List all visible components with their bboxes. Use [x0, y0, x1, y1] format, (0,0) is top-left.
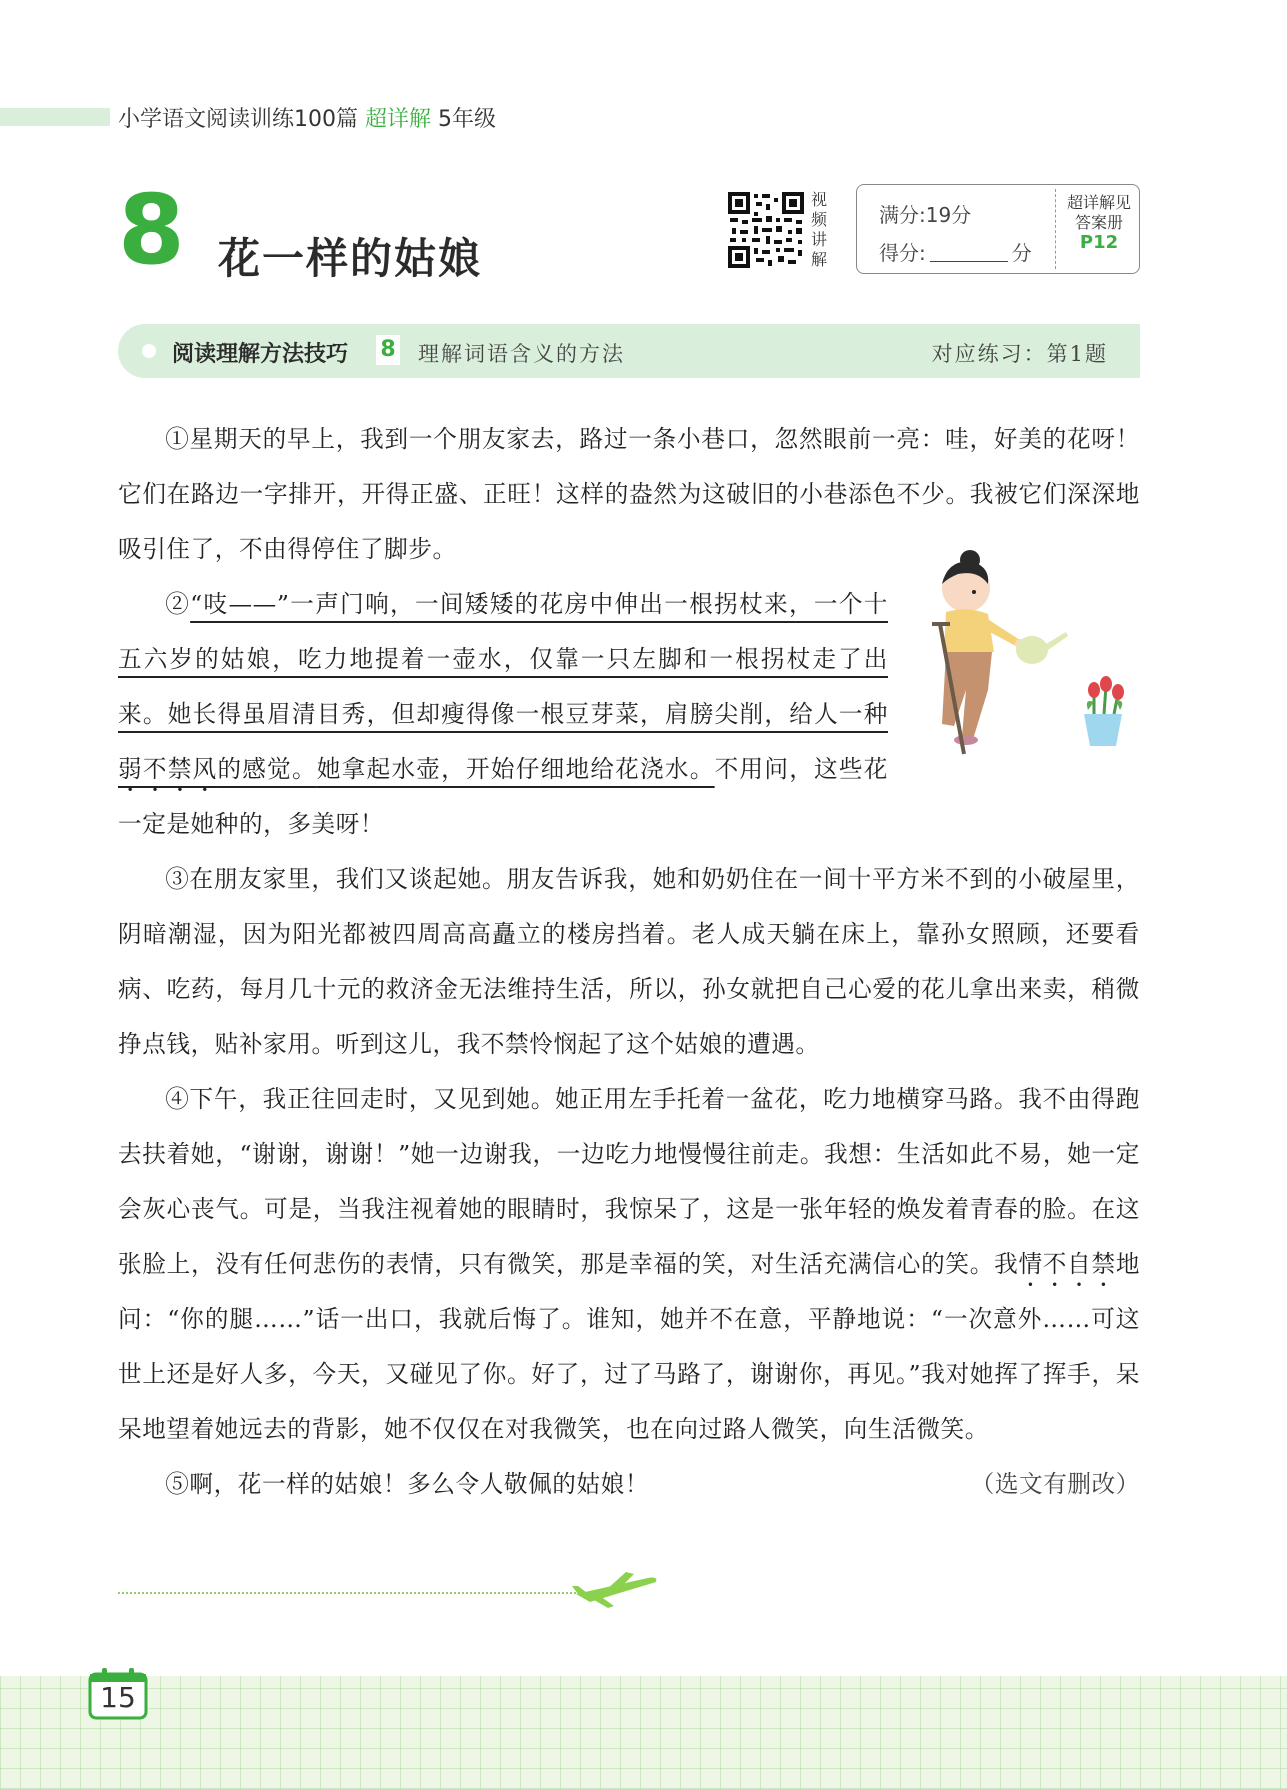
- section-divider: [118, 1592, 588, 1594]
- book-tag: 超详解: [365, 107, 432, 132]
- footer-grid-band: [0, 1676, 1287, 1789]
- full-score: 满分:19分: [879, 203, 972, 227]
- score-box: [856, 184, 1140, 274]
- score-unit: 分: [1011, 241, 1032, 265]
- grade-label: 5年级: [438, 107, 497, 132]
- answer-reference: [1061, 193, 1137, 253]
- method-tip-bar: [118, 324, 1140, 378]
- paragraph-5: [118, 1457, 1140, 1512]
- qr-code-icon[interactable]: [726, 190, 806, 270]
- answer-hint: 超详解见: [1066, 193, 1131, 212]
- page-number: 15: [100, 1681, 136, 1714]
- lesson-title: 花一样的姑娘: [218, 234, 483, 283]
- underlined-text-2: 的感觉。: [217, 755, 317, 783]
- paragraph-5-text: ⑤啊，花一样的姑娘！多么令人敬佩的姑娘！: [165, 1470, 650, 1498]
- paragraph-4-text-1: ④下午，我正往回走时，又见到她。她正用左手托着一盆花，吃力地横穿马路。我不由得跑去扶着她，“谢谢，谢谢！”她一边谢我，一边吃力地慢慢往前走。我想：生活如此不易，她一定会灰心丧气。可是，当我注视着她的眼睛时，我惊呆了，这是一张年轻的焕发着青春的脸。在这张脸上，没有任何悲伤的表情，只有微笑，那是幸福的笑，对生活充满信心的笑。我: [118, 1085, 1140, 1278]
- girl-watering-flowers-illustration: [908, 540, 1140, 790]
- paragraph-4: [118, 1072, 1140, 1457]
- header-accent-bar: [0, 108, 110, 126]
- paragraph-4-text-2: 地问：“你的腿……”话一出口，我就后悔了。谁知，她并不在意，平静地说：“一次意外……可这世上还是好人多，今天，又碰见了你。好了，过了马路了，谢谢你，再见。”我对她挥了挥手，呆呆地望着她远去的背影，她不仅仅在对我微笑，也在向过路人微笑，向生活微笑。: [118, 1250, 1141, 1443]
- paragraph-2-marker: ②: [165, 590, 191, 618]
- underlined-text-1: “吱——”一声门响，一间矮矮的花房中伸出一根拐杖来，一个十五六岁的姑娘，吃力地提着一壶水，仅靠一只左脚和一根拐杖走了出来。她长得虽眉清目秀，但却瘦得像一根豆芽菜，肩膀尖削，给人一种: [118, 590, 888, 728]
- tip-number: 8: [376, 335, 400, 365]
- dotted-phrase: 弱不禁风: [118, 755, 218, 783]
- bullet-icon: [142, 344, 156, 358]
- tip-subtitle: 理解词语含义的方法: [418, 342, 625, 366]
- underlined-text-3: 她拿起水壶，开始仔细地给花浇水。: [316, 755, 715, 783]
- lesson-number: 8: [118, 174, 185, 286]
- airplane-icon: [570, 1566, 660, 1610]
- paragraph-1: ①星期天的早上，我到一个朋友家去，路过一条小巷口，忽然眼前一亮：哇，好美的花呀！它们在路边一字排开，开得正盛、正旺！这样的盎然为这破旧的小巷添色不少。我被它们深深地吸引住了，不由得停住了脚步。: [118, 425, 1140, 563]
- source-note: （选文有删改）: [970, 1470, 1140, 1498]
- qr-video-label: 视频讲解: [810, 190, 827, 269]
- practice-reference: 对应练习：第1题: [931, 342, 1108, 366]
- book-header: [118, 102, 496, 133]
- answer-page: P12: [1079, 232, 1119, 253]
- paragraph-3: ③在朋友家里，我们又谈起她。朋友告诉我，她和奶奶住在一间十平方米不到的小破屋里，阴暗潮湿，因为阳光都被四周高高矗立的楼房挡着。老人成天躺在床上，靠孙女照顾，还要看病、吃药，每月几十元的救济金无法维持生活，所以，孙女就把自己心爱的花儿拿出来卖，稍微挣点钱，贴补家用。听到这儿，我不禁怜悯起了这个姑娘的遭遇。: [118, 865, 1140, 1058]
- score-label: 得分:: [879, 241, 926, 265]
- tip-title: 阅读理解方法技巧: [172, 342, 349, 367]
- dotted-phrase-2: 情不自禁: [1018, 1250, 1116, 1278]
- paragraph-2: [118, 577, 888, 852]
- score-field: [879, 237, 1032, 266]
- paragraph-2-tail: 不用问，这些花一定是她种的，多美呀！: [118, 755, 888, 838]
- divider: [1055, 189, 1056, 269]
- book-title: 小学语文阅读训练100篇: [118, 107, 358, 132]
- answer-book: 答案册: [1074, 213, 1123, 232]
